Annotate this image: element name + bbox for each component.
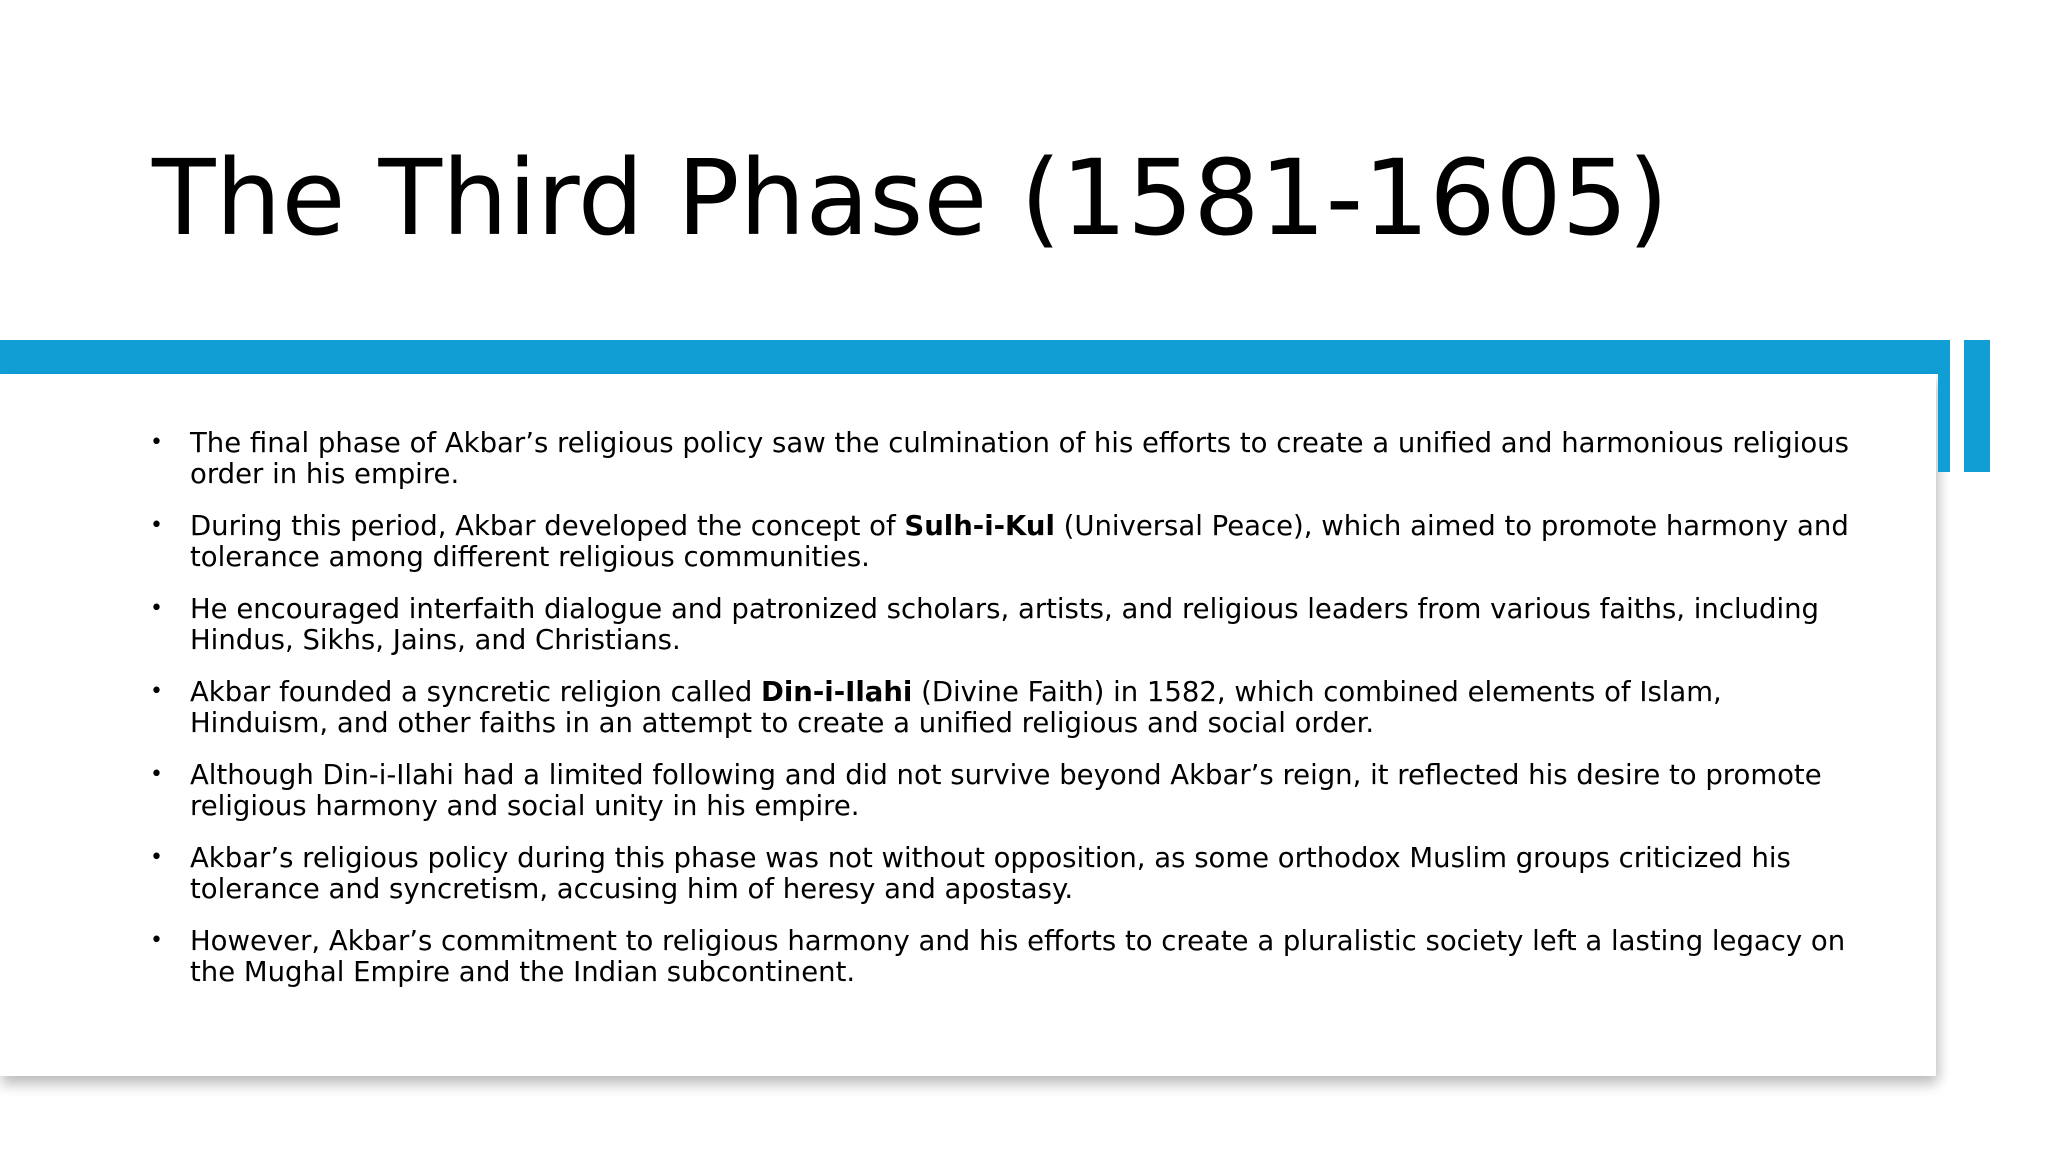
- bullet-list: [150, 428, 1850, 1009]
- bullet-text: The final phase of Akbar’s religious policy saw the culmination of his efforts to create a unified and harmonious religious order in his empire.: [190, 427, 1849, 490]
- bullet-marker: •: [150, 845, 163, 870]
- bullet-marker: •: [150, 596, 163, 621]
- bullet-text: He encouraged interfaith dialogue and patronized scholars, artists, and religious leaders from various faiths, including Hindus, Sikhs, Jains, and Christians.: [190, 593, 1820, 656]
- bullet-marker: •: [150, 430, 163, 455]
- slide-title: The Third Phase (1581-1605): [152, 137, 1669, 259]
- bullet-item-4: [150, 677, 1850, 738]
- bullet-text: (Universal Peace), which aimed to promote harmony and tolerance among different religious communities.: [190, 510, 1849, 573]
- bullet-marker: •: [150, 513, 163, 538]
- bullet-marker: •: [150, 679, 163, 704]
- bullet-item-5: [150, 760, 1850, 821]
- bullet-item-7: [150, 926, 1850, 987]
- bullet-item-6: [150, 843, 1850, 904]
- bullet-marker: •: [150, 762, 163, 787]
- bullet-text: However, Akbar’s commitment to religious harmony and his efforts to create a pluralistic society left a lasting legacy on the Mughal Empire and the Indian subcontinent.: [190, 925, 1846, 988]
- bullet-text: (Divine Faith) in 1582, which combined elements of Islam, Hinduism, and other faiths in an attempt to create a unified religious and social order.: [190, 676, 1722, 739]
- bullet-text: Akbar’s religious policy during this phase was not without opposition, as some orthodox Muslim groups criticized his tolerance and syncretism, accusing him of heresy and apostasy.: [190, 842, 1791, 905]
- bullet-item-3: [150, 594, 1850, 655]
- bullet-item-2: [150, 511, 1850, 572]
- bullet-text: Although Din-i-Ilahi had a limited following and did not survive beyond Akbar’s reign, it reflected his desire to promote religious harmony and social unity in his empire.: [190, 759, 1822, 822]
- accent-bar-horizontal: [0, 340, 1950, 374]
- bullet-bold-term: Sulh-i-Kul: [904, 510, 1055, 542]
- bullet-marker: •: [150, 928, 163, 953]
- accent-bar-vertical-inner: [1938, 340, 1950, 472]
- bullet-item-1: [150, 428, 1850, 489]
- bullet-bold-term: Din-i-Ilahi: [761, 676, 913, 708]
- bullet-text: Akbar founded a syncretic religion called: [190, 676, 762, 708]
- accent-bar-vertical-outer: [1964, 340, 1990, 472]
- bullet-text: During this period, Akbar developed the concept of: [190, 510, 905, 542]
